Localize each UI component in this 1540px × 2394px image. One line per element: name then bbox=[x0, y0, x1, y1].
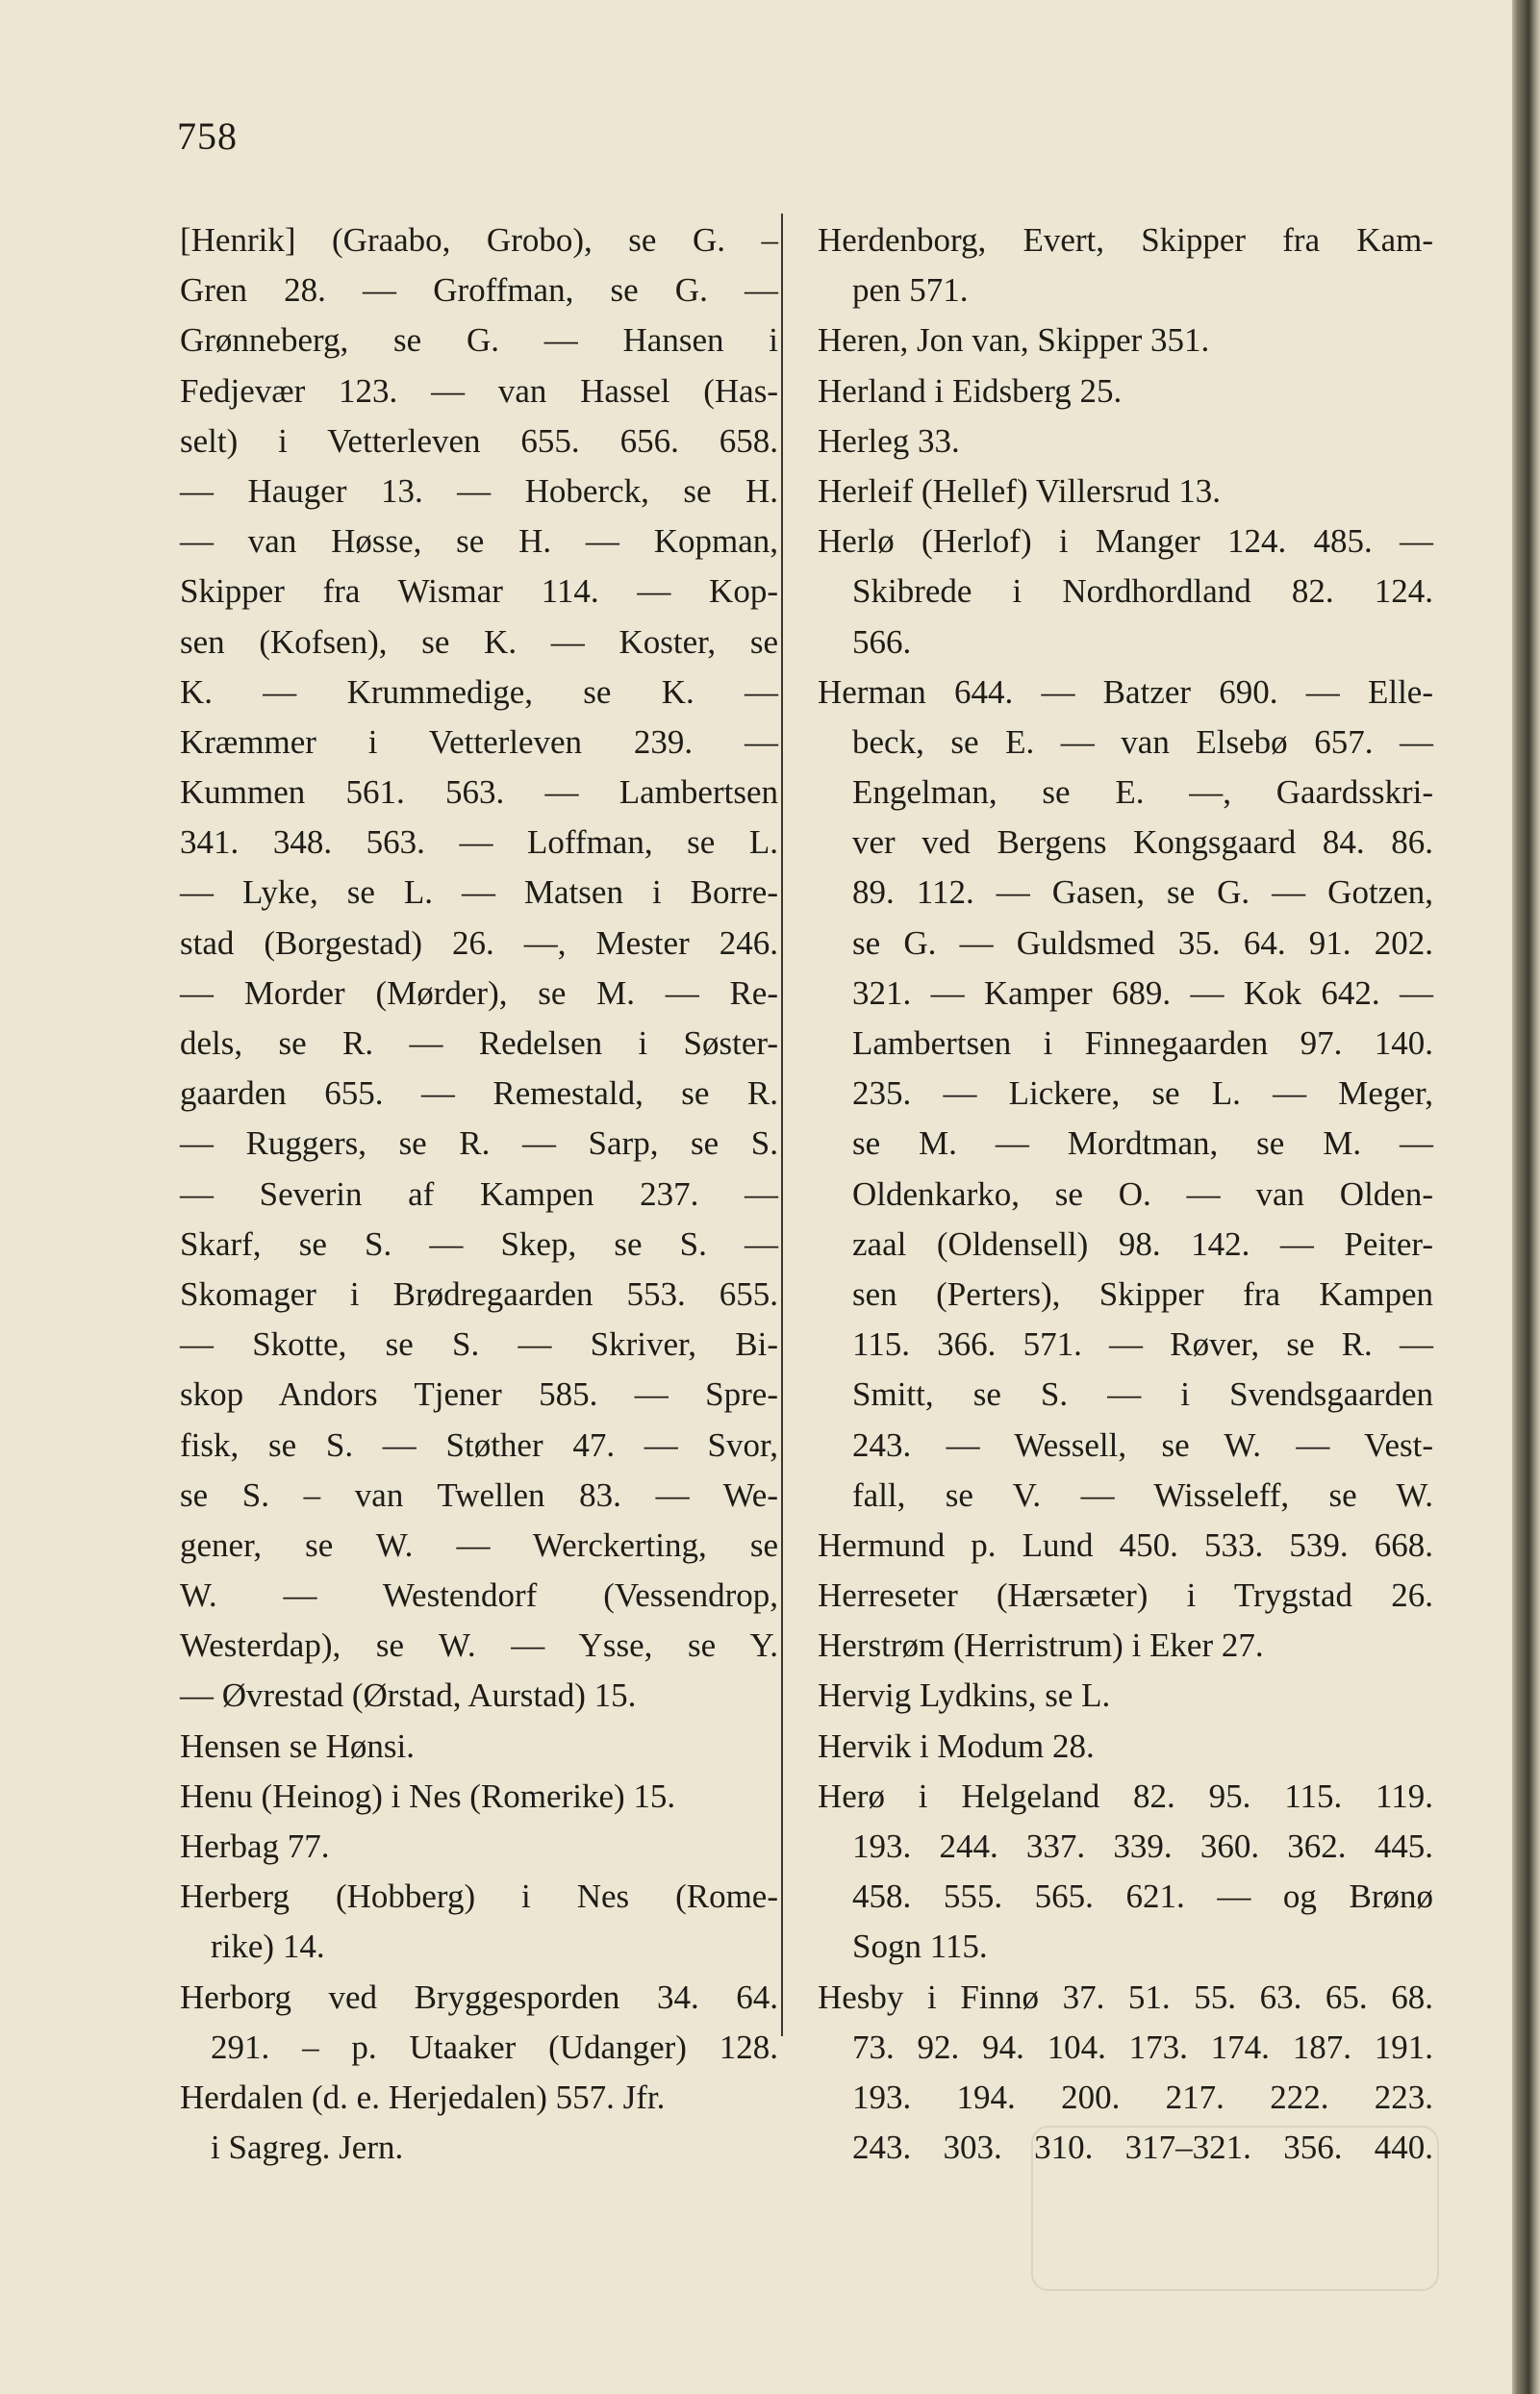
index-line: Herberg (Hobberg) i Nes (Rome- bbox=[180, 1877, 778, 1916]
index-line: W. — Westendorf (Vessendrop, bbox=[180, 1576, 778, 1615]
index-line: — Hauger 13. — Hoberck, se H. bbox=[180, 471, 778, 510]
column-divider bbox=[781, 214, 783, 2036]
index-line: Herlø (Herlof) i Manger 124. 485. — bbox=[818, 522, 1433, 561]
index-line: — Morder (Mørder), se M. — Re- bbox=[180, 973, 778, 1012]
index-line: Herstrøm (Herristrum) i Eker 27. bbox=[818, 1626, 1264, 1665]
index-line: — van Høsse, se H. — Kopman, bbox=[180, 522, 778, 561]
index-line: 243. — Wessell, se W. — Vest- bbox=[852, 1425, 1433, 1464]
index-line: Smitt, se S. — i Svendsgaarden bbox=[852, 1375, 1433, 1414]
index-line: Lambertsen i Finnegaarden 97. 140. bbox=[852, 1024, 1433, 1062]
index-line: Skarf, se S. — Skep, se S. — bbox=[180, 1224, 778, 1263]
index-line: — Ruggers, se R. — Sarp, se S. bbox=[180, 1124, 778, 1163]
index-line: i Sagreg. Jern. bbox=[211, 2129, 404, 2167]
index-line: beck, se E. — van Elsebø 657. — bbox=[852, 722, 1433, 761]
index-line: Skomager i Brødregaarden 553. 655. bbox=[180, 1274, 778, 1313]
index-line: Henu (Heinog) i Nes (Romerike) 15. bbox=[180, 1777, 676, 1815]
index-line: 291. – p. Utaaker (Udanger) 128. bbox=[211, 2028, 778, 2066]
index-line: Oldenkarko, se O. — van Olden- bbox=[852, 1174, 1433, 1213]
index-line: Sogn 115. bbox=[852, 1928, 988, 1966]
index-line: Herø i Helgeland 82. 95. 115. 119. bbox=[818, 1777, 1433, 1815]
index-line: dels, se R. — Redelsen i Søster- bbox=[180, 1024, 778, 1062]
index-line: Hervig Lydkins, se L. bbox=[818, 1676, 1111, 1715]
index-line: Skipper fra Wismar 114. — Kop- bbox=[180, 572, 778, 611]
index-line: sen (Kofsen), se K. — Koster, se bbox=[180, 622, 778, 661]
index-line: K. — Krummedige, se K. — bbox=[180, 672, 778, 711]
index-line: Herman 644. — Batzer 690. — Elle- bbox=[818, 672, 1433, 711]
index-line: se S. – van Twellen 83. — We- bbox=[180, 1475, 778, 1514]
index-line: Hensen se Hønsi. bbox=[180, 1726, 415, 1765]
index-line: Kummen 561. 563. — Lambertsen bbox=[180, 773, 778, 812]
index-line: Herland i Eidsberg 25. bbox=[818, 371, 1123, 410]
index-line: 566. bbox=[852, 622, 912, 661]
index-line: rike) 14. bbox=[211, 1928, 325, 1966]
index-line: — Øvrestad (Ørstad, Aurstad) 15. bbox=[180, 1676, 637, 1715]
index-line: 193. 194. 200. 217. 222. 223. bbox=[852, 2078, 1433, 2116]
index-line: fall, se V. — Wisseleff, se W. bbox=[852, 1475, 1433, 1514]
index-line: Westerdap), se W. — Ysse, se Y. bbox=[180, 1626, 778, 1665]
page-number: 758 bbox=[177, 114, 238, 158]
index-line: se G. — Guldsmed 35. 64. 91. 202. bbox=[852, 923, 1433, 962]
right-column bbox=[818, 215, 1433, 2173]
index-line: gener, se W. — Werckerting, se bbox=[180, 1525, 778, 1564]
index-line: 243. 303. 310. 317–321. 356. 440. bbox=[852, 2129, 1433, 2167]
index-line: ver ved Bergens Kongsgaard 84. 86. bbox=[852, 823, 1433, 862]
index-line: 73. 92. 94. 104. 173. 174. 187. 191. bbox=[852, 2028, 1433, 2066]
index-line: stad (Borgestad) 26. —, Mester 246. bbox=[180, 923, 778, 962]
index-line: Herdalen (d. e. Herjedalen) 557. Jfr. bbox=[180, 2078, 666, 2116]
index-line: Herborg ved Bryggesporden 34. 64. bbox=[180, 1978, 778, 2016]
index-line: 458. 555. 565. 621. — og Brønø bbox=[852, 1877, 1433, 1916]
index-line: Herleg 33. bbox=[818, 421, 960, 460]
index-line: sen (Perters), Skipper fra Kampen bbox=[852, 1274, 1433, 1313]
index-line: skop Andors Tjener 585. — Spre- bbox=[180, 1375, 778, 1414]
index-line: — Severin af Kampen 237. — bbox=[180, 1174, 778, 1213]
index-line: 89. 112. — Gasen, se G. — Gotzen, bbox=[852, 873, 1433, 912]
index-line: Herreseter (Hærsæter) i Trygstad 26. bbox=[818, 1576, 1433, 1615]
index-line: 193. 244. 337. 339. 360. 362. 445. bbox=[852, 1827, 1433, 1865]
index-line: Hermund p. Lund 450. 533. 539. 668. bbox=[818, 1525, 1433, 1564]
index-line: — Lyke, se L. — Matsen i Borre- bbox=[180, 873, 778, 912]
index-line: Grønneberg, se G. — Hansen i bbox=[180, 321, 778, 360]
index-line: Skibrede i Nordhordland 82. 124. bbox=[852, 572, 1433, 611]
index-line: se M. — Mordtman, se M. — bbox=[852, 1124, 1433, 1163]
index-line: 235. — Lickere, se L. — Meger, bbox=[852, 1074, 1433, 1113]
index-line: gaarden 655. — Remestald, se R. bbox=[180, 1074, 778, 1113]
index-line: Heren, Jon van, Skipper 351. bbox=[818, 321, 1210, 360]
index-line: — Skotte, se S. — Skriver, Bi- bbox=[180, 1325, 778, 1364]
index-line: Herleif (Hellef) Villersrud 13. bbox=[818, 471, 1222, 510]
index-line: 115. 366. 571. — Røver, se R. — bbox=[852, 1325, 1433, 1364]
index-line: pen 571. bbox=[852, 271, 969, 310]
left-column bbox=[180, 215, 778, 2173]
index-line: Kræmmer i Vetterleven 239. — bbox=[180, 722, 778, 761]
index-line: selt) i Vetterleven 655. 656. 658. bbox=[180, 421, 778, 460]
index-line: fisk, se S. — Støther 47. — Svor, bbox=[180, 1425, 778, 1464]
index-line: Hesby i Finnø 37. 51. 55. 63. 65. 68. bbox=[818, 1978, 1433, 2016]
index-line: Herbag 77. bbox=[180, 1827, 330, 1865]
index-line: [Henrik] (Graabo, Grobo), se G. – bbox=[180, 221, 778, 259]
faint-stamp-mark bbox=[1031, 2126, 1439, 2291]
index-line: Fedjevær 123. — van Hassel (Has- bbox=[180, 371, 778, 410]
index-line: 341. 348. 563. — Loffman, se L. bbox=[180, 823, 778, 862]
book-spine bbox=[1512, 0, 1540, 2394]
index-line: Engelman, se E. —, Gaardsskri- bbox=[852, 773, 1433, 812]
index-line: Gren 28. — Groffman, se G. — bbox=[180, 271, 778, 310]
index-line: 321. — Kamper 689. — Kok 642. — bbox=[852, 973, 1433, 1012]
index-line: Hervik i Modum 28. bbox=[818, 1726, 1095, 1765]
index-line: zaal (Oldensell) 98. 142. — Peiter- bbox=[852, 1224, 1433, 1263]
index-line: Herdenborg, Evert, Skipper fra Kam- bbox=[818, 221, 1433, 259]
